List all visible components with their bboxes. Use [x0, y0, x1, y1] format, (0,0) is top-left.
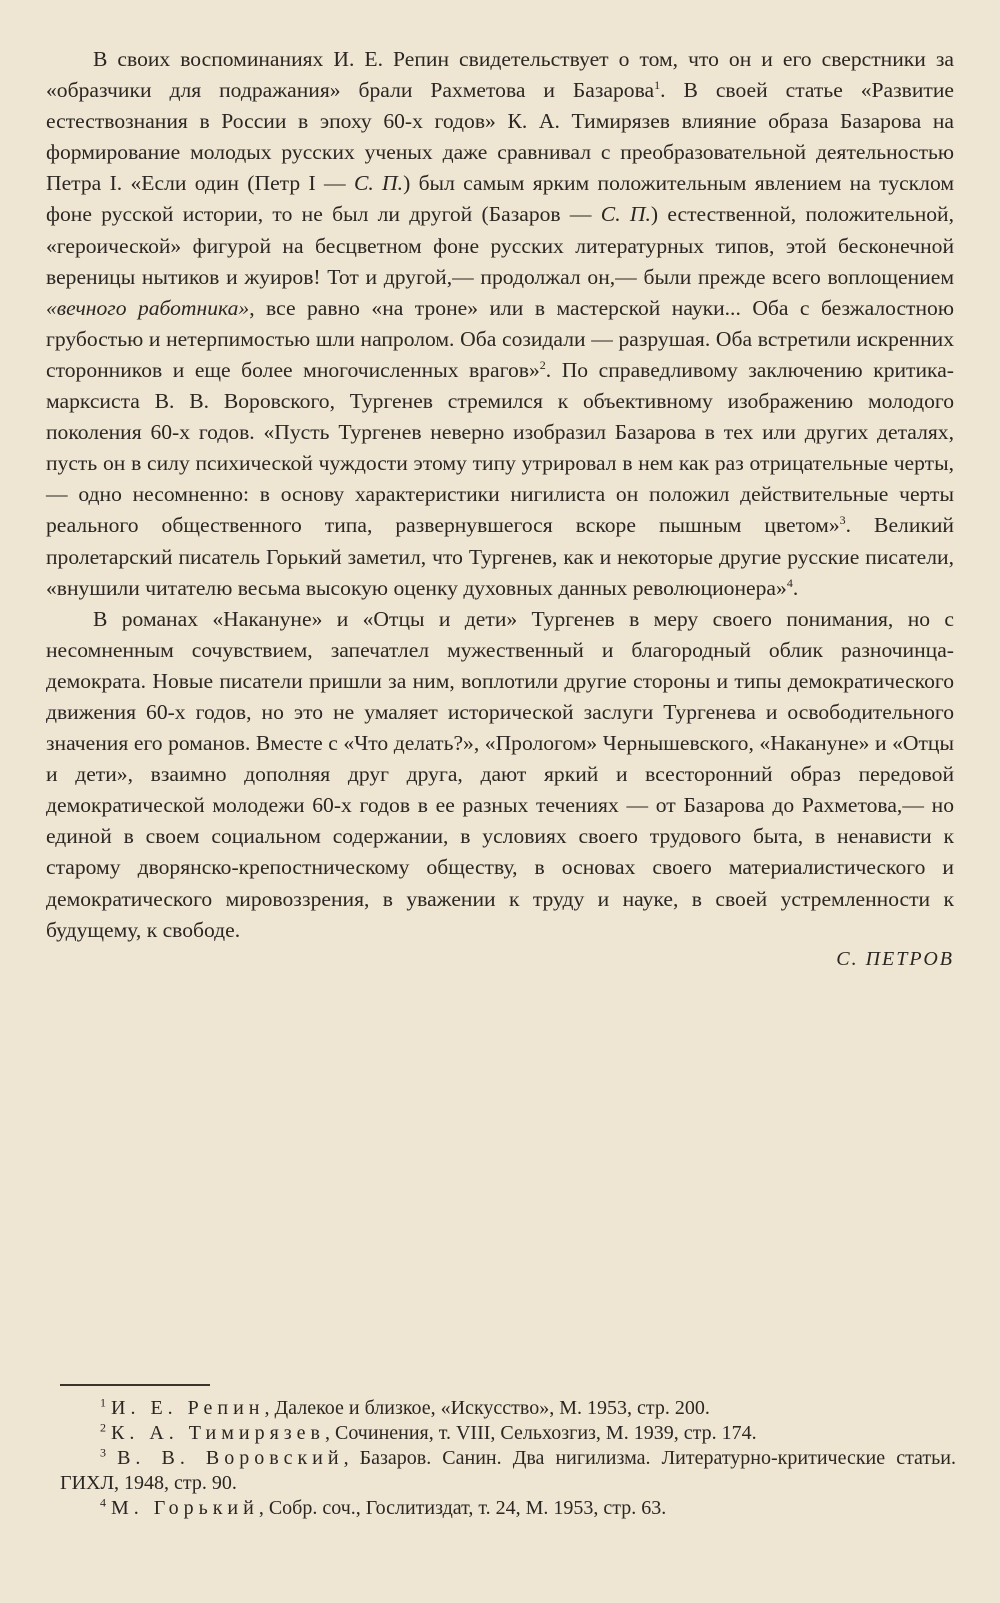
p1-text-c: ) был самым ярким положительным явлением на тусклом фоне русской истории, то не был ли другой (Базаров — — [46, 171, 954, 227]
footnote-number: 2 — [100, 1420, 106, 1435]
footnote-text: , Далекое и близкое, «Искусство», М. 1953, стр. 200. — [264, 1397, 710, 1419]
footnote-ref-4: 4 — [786, 575, 793, 590]
footnote-author: М. Горький — [111, 1497, 259, 1519]
footnote-text: , Собр. соч., Гослитиздат, т. 24, М. 1953, стр. 63. — [258, 1497, 667, 1519]
initials-italic-2: С. П. — [600, 202, 651, 227]
p1-text-a: В своих воспоминаниях И. Е. Репин свидетельствует о том, что он и его сверстники за «образчики для подражания» брали Рахметова и Базарова — [46, 47, 954, 103]
footnote-2 — [60, 1421, 956, 1446]
footnote-number: 1 — [100, 1395, 106, 1410]
footnote-1 — [60, 1396, 956, 1421]
footnote-number: 4 — [100, 1495, 106, 1510]
initials-italic-1: С. П. — [353, 171, 404, 196]
footnote-3 — [60, 1446, 956, 1496]
author-signature: С. ПЕТРОВ — [836, 947, 954, 970]
footnote-author: К. А. Тимирязев — [111, 1422, 325, 1444]
footnote-text: , Сочинения, т. VIII, Сельхозгиз, М. 1939, стр. 174. — [324, 1422, 757, 1444]
italic-quote-worker: «вечного работника» — [46, 295, 250, 320]
p1-text-b: . В своей статье «Развитие естествознания в России в эпоху 60-х годов» К. А. Тимирязев влияние образа Базарова на формирование молодых русских ученых даже сравнивал с преобразовательной деятельностью Петра I. «Если один (Петр I — — [46, 78, 954, 196]
article-body — [46, 44, 954, 971]
paragraph-1 — [46, 44, 954, 604]
footnote-4 — [60, 1496, 956, 1521]
footnote-author: В. В. Воровский — [117, 1447, 344, 1469]
footnote-ref-1: 1 — [654, 77, 661, 92]
p1-text-e: , все равно «на троне» или в мастерской науки... Оба с безжалостною грубостью и нетерпимостью шли напролом. Оба созидали — разрушая. Оба встретили искренних сторонников и еще более многочисленных врагов» — [46, 295, 954, 382]
footnote-divider — [60, 1384, 210, 1386]
footnote-ref-2: 2 — [539, 357, 546, 372]
footnotes — [60, 1396, 956, 1521]
footnote-ref-3: 3 — [839, 513, 846, 528]
p1-text-f: . По справедливому заключению критика-марксиста В. В. Воровского, Тургенев стремился к объективному изображению молодого поколения 60-х годов. «Пусть Тургенев неверно изобразил Базарова в тех или других деталях, пусть он в силу психической чуждости этому типу утрировал в нем как раз отрицательные черты,— одно несомненно: в основу характеристики нигилиста он положил действительные черты реального общественного типа, развернувшегося вскоре пышным цветом» — [46, 357, 954, 538]
paragraph-2: В романах «Накануне» и «Отцы и дети» Тургенев в меру своего понимания, но с несомненным сочувствием, запечатлел мужественный и благородный облик разночинца-демократа. Новые писатели пришли за ним, воплотили другие стороны и типы демократического движения 60-х годов, но это не умаляет исторической заслуги Тургенева и освободительного значения его романов. Вместе с «Что делать?», «Прологом» Чернышевского, «Накануне» и «Отцы и дети», взаимно дополняя друг друга, дают яркий и всесторонний образ передовой демократической молодежи 60-х годов в ее разных течениях — от Базарова до Рахметова,— но единой в своем социальном содержании, в условиях своего трудового быта, в ненависти к старому дворянско-крепостническому обществу, в основах своего материалистического и демократического мировоззрения, в уважении к труду и науке, в своей устремленности к будущему, к свободе. — [46, 606, 954, 942]
p1-text-d: ) естественной, положительной, «героической» фигурой на бесцветном фоне русских литературных типов, этой бесконечной вереницы нытиков и жуиров! Тот и другой,— продолжал он,— были прежде всего воплощением — [46, 202, 954, 289]
p1-text-end: . — [792, 575, 799, 600]
footnote-text: , Базаров. Санин. Два нигилизма. Литературно-критические статьи. ГИХЛ, 1948, стр. 90. — [60, 1447, 956, 1494]
footnote-author: И. Е. Репин — [111, 1397, 265, 1419]
footnote-number: 3 — [100, 1445, 106, 1460]
p1-text-g: . Великий пролетарский писатель Горький заметил, что Тургенев, как и некоторые другие русские писатели, «внушили читателю весьма высокую оценку духовных данных революционера» — [46, 513, 954, 600]
